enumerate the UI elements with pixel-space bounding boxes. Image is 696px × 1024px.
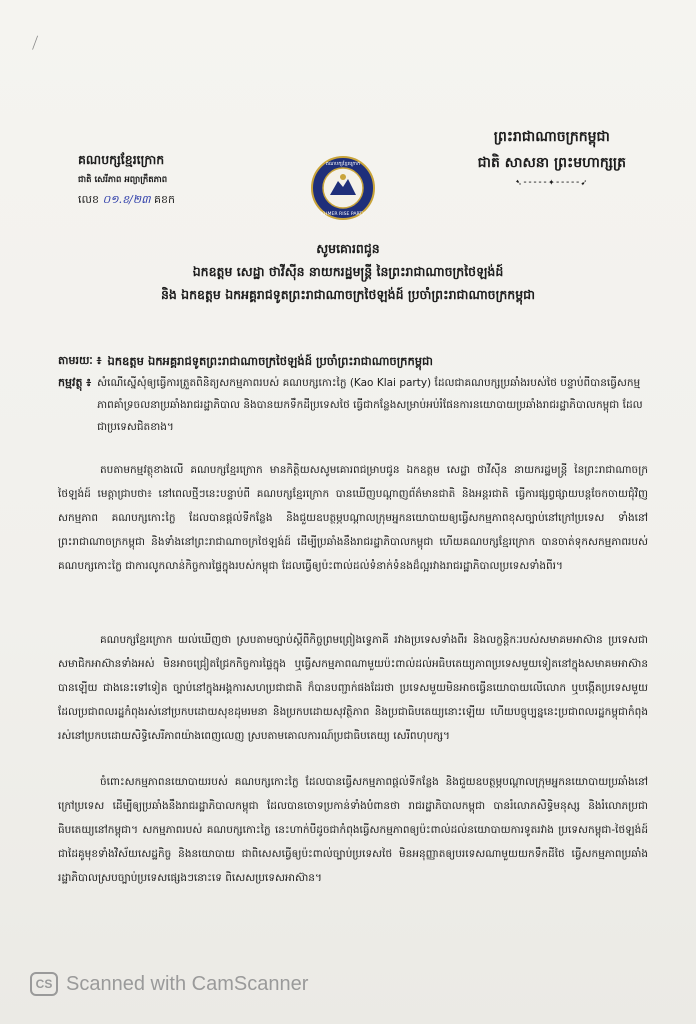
party-logo-icon [310, 155, 376, 221]
national-motto: ជាតិ សាសនា ព្រះមហាក្សត្រ [477, 155, 626, 171]
letter-meta [58, 350, 648, 438]
camscanner-icon: CS [30, 972, 58, 996]
party-block [78, 150, 175, 210]
watermark-text: Scanned with CamScanner [66, 972, 309, 995]
ref-suffix: គខក [153, 193, 175, 206]
reference-number [78, 190, 175, 210]
subject-row [58, 372, 648, 438]
kingdom-header [478, 124, 626, 190]
ref-prefix: លេខ [78, 193, 99, 206]
subject-text: សំណើស្នើសុំឲ្យធ្វើការត្រួតពិនិត្យសកម្មភាពរបស់ គណបក្សកោះក្លៃ (Kao Klai party) ដែលជាគណបក្សប្រឆាំងរបស់ថៃ បន្ទាប់ពីបានធ្វើសកម្មភាពគាំទ្រចលនាប្រឆាំងរាជរដ្ឋាភិបាល និងបានយកទឹកដីប្រទេសថៃ ធ្វើជាកន្លែងសម្រាប់អប់រំផែនការនយោបាយប្រឆាំងរាជរដ្ឋាភិបាលកម្ពុជា ដែលជាប្រទេសជិតខាង។ [97, 377, 643, 433]
via-label: តាមរយៈ ៖ [58, 354, 102, 367]
paragraph-text: ចំពោះសកម្មភាពនយោបាយរបស់ គណបក្សកោះក្លៃ ដែលបានធ្វើសកម្មភាពផ្តល់ទីកន្លែង និងជួយឧបត្ថម្ភបណ្តាលក្រុមអ្នកនយោបាយប្រឆាំងនៅក្រៅប្រទេស ដើម្បីឲ្យប្រឆាំងនឹងរាជរដ្ឋាភិបាលកម្ពុជា ដែលបានចោទប្រកាន់ទាំងបំពានថា រាជរដ្ឋាភិបាលកម្ពុជា បានរំលោភសិទ្ធិមនុស្ស និងរំលោភប្រជាធិបតេយ្យនៅកម្ពុជា។ សកម្មភាពរបស់ គណបក្សកោះក្លៃ នេះហាក់បីដូចជាកំពុងធ្វើសកម្មភាពឲ្យប៉ះពាល់ដល់នយោបាយការទូតរវាង ប្រទេសកម្ពុជា-ថៃឡង់ដ៍ ជាដៃគូមុខទាំងវិស័យសេដ្ឋកិច្ច និងនយោបាយ ជាពិសេសធ្វើឲ្យប៉ះពាល់ច្បាប់ប្រទេសថៃ មិនអនុញ្ញាតឲ្យបរទេសណាមួយយកទឹកដីថៃ ធ្វើសកម្មភាពប្រឆាំងរដ្ឋាភិបាលស្របច្បាប់ប្រទេសផ្សេងៗនោះទេ ពិសេសប្រទេសអាស៊ាន។ [58, 776, 648, 884]
body-paragraph-2 [58, 628, 648, 748]
ornament-divider: ➷⁃⁃⁃⁃⁃✦⁃⁃⁃⁃⁃➹ [515, 178, 589, 187]
paragraph-text: តបតាមកម្មវត្ថុខាងលើ គណបក្សខ្មែរក្រោក មានកិត្តិយសសូមគោរពជម្រាបជូន ឯកឧត្តម សេដ្ឋា ថាវីស៊ីន នាយករដ្ឋមន្ត្រី នៃព្រះរាជាណាចក្រថៃឡង់ដ៍ មេត្តាជ្រាបថា៖ នៅពេលថ្មីៗនេះបន្ទាប់ពី គណបក្សខ្មែរក្រោក បានឃើញបណ្តាញព័ត៌មានជាតិ និងអន្តរជាតិ ធ្វើការផ្សព្វផ្សាយបន្តចែកចាយជុំវិញសកម្មភាព គណបក្សកោះក្លៃ ដែលបានផ្តល់ទីកន្លែង និងជួយឧបត្ថម្ភបណ្តាលក្រុមអ្នកនយោបាយឲ្យធ្វើសកម្មភាពខុសច្បាប់នៅក្រៅប្រទេស ទាំងនៅព្រះរាជាណាចក្រកម្ពុជា និងទាំងនៅព្រះរាជាណាចក្រថៃឡង់ដ៍ ដើម្បីប្រឆាំងនឹងរាជរដ្ឋាភិបាលកម្ពុជា ហើយគណបក្សខ្មែរក្រោក បានចាត់ទុកសកម្មភាពរបស់គណបក្សកោះក្លៃ ជាការលូកលាន់កិច្ចការផ្ទៃក្នុងរបស់កម្ពុជា ដែលធ្វើឲ្យប៉ះពាល់ដល់ទំនាក់ទំនងដ៏ល្អរវាងរាជរដ្ឋាភិបាលប្រទេសទាំងពីរ។ [58, 464, 648, 572]
logo-english-text: KHMER RISE PARTY [321, 212, 365, 217]
via-row [58, 350, 648, 372]
recipient-line-1: ឯកឧត្តម សេដ្ឋា ថាវីស៊ីន នាយករដ្ឋមន្ត្រី នៃព្រះរាជាណាចក្រថៃឡង់ដ៍ [192, 264, 504, 279]
subject-label: កម្មវត្ថុ ៖ [58, 376, 92, 389]
recipient-line-2: និង ឯកឧត្តម ឯកអគ្គរាជទូតព្រះរាជាណាចក្រថៃឡង់ដ៍ ប្រចាំព្រះរាជាណាចក្រកម្ពុជា [160, 287, 536, 302]
ref-handwritten: ០១.ខ/២៣ [102, 193, 151, 206]
pen-mark: ⟋ [27, 32, 44, 54]
party-motto: ជាតិ សេរីភាព អព្យាក្រឹតភាព [78, 175, 168, 185]
kingdom-name: ព្រះរាជាណាចក្រកម្ពុជា [493, 129, 610, 145]
via-text: ឯកឧត្តម ឯកអគ្គរាជទូតព្រះរាជាណាចក្រថៃឡង់ដ៍ ប្រចាំព្រះរាជាណាចក្រកម្ពុជា [107, 354, 434, 368]
body-paragraph-3 [58, 770, 648, 890]
logo-khmer-text: គណបក្សខ្មែរក្រោក [325, 161, 361, 167]
camscanner-watermark [30, 972, 308, 996]
paragraph-text: គណបក្សខ្មែរក្រោក យល់ឃើញថា ស្របតាមច្បាប់ស្តីពីកិច្ចព្រមព្រៀងទ្វេភាគី រវាងប្រទេសទាំងពីរ និងលក្ខន្តិកៈរបស់សមាគមអាស៊ាន ប្រទេសជាសមាជិកអាស៊ានទាំងអស់ មិនអាចជ្រៀតជ្រែកកិច្ចការផ្ទៃក្នុង ឬធ្វើសកម្មភាពណាមួយប៉ះពាល់ដល់អធិបតេយ្យភាពប្រទេសមួយទៀតនៅក្នុងសមាគមអាស៊ានបានឡើយ ជាងនេះទៅទៀត ច្បាប់នៅក្នុងអង្គការសហប្រជាជាតិ ក៏បានបញ្ជាក់ផងដែរថា ប្រទេសមួយមិនអាចធ្វើនយោបាយលើលោក ឬបង្កើតប្រទេសមួយដែលប្រជាពលរដ្ឋកំពុងរស់នៅប្រកបដោយសុខដុមរមនា និងប្រកបដោយសុវត្ថិភាព និងប្រជាធិបតេយ្យនោះឡើយ ហើយបច្ចុប្បន្ននេះប្រជាពលរដ្ឋកម្ពុជាកំពុងរស់នៅប្រកបដោយសិទ្ធិសេរីភាពយ៉ាងពេញលេញ ស្របតាមគោលការណ៍ប្រជាធិបតេយ្យ សេរីពហុបក្ស។ [58, 634, 648, 742]
recipient-intro: សូមគោរពជូន [316, 241, 380, 256]
party-name: គណបក្សខ្មែរក្រោក [78, 152, 165, 167]
body-paragraph-1 [58, 458, 648, 578]
recipient-block [40, 237, 656, 306]
